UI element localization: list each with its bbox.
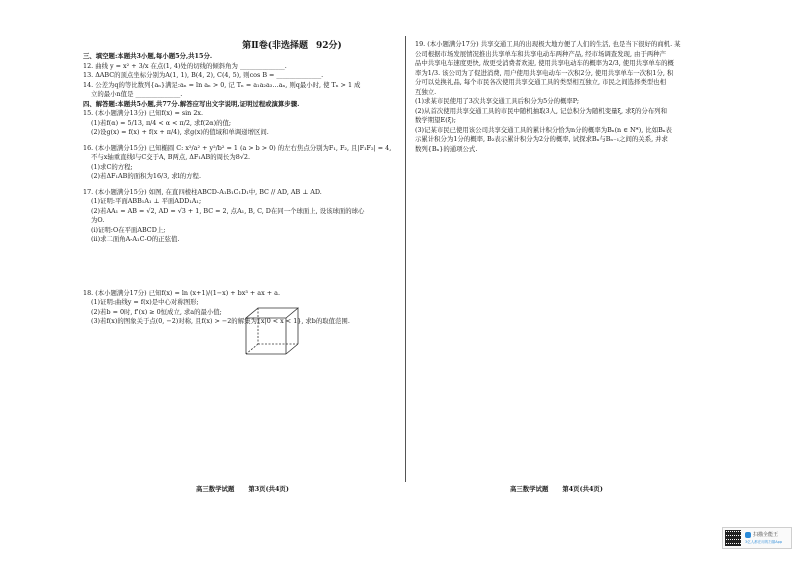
text-line: 为O. [91, 216, 105, 224]
text-line: (ⅱ)求二面角A-A₁C-O的正弦值. [91, 235, 180, 243]
text-line: 四、解答题:本题共5小题,共77分.解答应写出文字说明,证明过程或演算步骤. [83, 99, 300, 108]
text-line: (2)若b = 0时, f'(x) ≥ 0恒成立, 求a的最小值; [91, 307, 222, 316]
text-line: (1)若f(α) = 5/13, π/4 < α < π/2, 求f(2α)的值; [91, 118, 232, 127]
prism-figure [240, 300, 310, 362]
footer-subject: 高三数学试题 [196, 485, 235, 493]
left-page [83, 40, 401, 510]
scanner-watermark [722, 527, 792, 549]
text-line: 立的最小n值是 ______________. [91, 90, 183, 98]
text-line: 15. (本小题满分13分) 已知f(x) = sin 2x. [83, 109, 204, 117]
qr-code-icon [725, 530, 741, 546]
text-line: 互独立. [415, 87, 437, 96]
watermark-brand: 扫描全能王 [753, 532, 779, 538]
left-footer [196, 484, 303, 493]
section-title [183, 40, 401, 52]
text-line: 17. (本小题满分15分) 如图, 在直四棱柱ABCD-A₁B₁C₁D₁中, BC // AD, AB ⊥ AD. [83, 187, 322, 196]
text-line: 率为1/3. 该公司为了促进消费, 用户使用共享电动车一次积2分, 使用共享单车一次积1分, 积 [415, 68, 674, 77]
text-line: 公司根据市场发展情况推出共享单车和共享电动车两种产品, 经市场调查发现, 由于两种产 [415, 49, 666, 58]
text-line: 12. 曲线 y = x² + 3/x 在点(1, 4)处的切线的倾斜角为 ______________. [83, 61, 287, 70]
text-line: 数学期望E(ξ); [415, 116, 456, 124]
text-line: (2)若ΔF₁AB的面积为16/3, 求l的方程. [91, 172, 201, 180]
right-question-list [415, 40, 733, 154]
watermark-sub: 3亿人都在用的扫描App [745, 540, 783, 544]
text-line: (1)证明:曲线y = f(x)是中心对称图形; [91, 298, 199, 306]
text-line: (3)若f(x)的图象关于点(0, −2)对称, 且f(x) > −2的解集为{x|0 < x < 1}, 求b的取值范围. [91, 317, 350, 325]
text-line: 品中共享电车速度更快, 故更受消费者欢迎, 使用共享电动车的概率为2/3, 使用共享单车的概 [415, 59, 674, 67]
text-line: 示累计积分为1分的概率, B₂表示累计积分为2分的概率, 试探求Bₙ与Bₙ₋₁之间的关系, 并求 [415, 135, 668, 143]
text-line [83, 245, 401, 289]
left-question-list [83, 52, 401, 327]
text-line: 14. 公差为q的等比数列{aₙ}满足:aₙ = ln aₙ > 0, 记 Tₙ = a₁a₂a₃…aₙ, 则q最小时, 使 Tₙ > 1 成 [83, 80, 361, 89]
footer-page: 第3页(共4页) [248, 485, 289, 493]
text-line: (2)若AA₁ = AB = √2, AD = √3 + 1, BC = 2, 点A₁, B, C, D在同一个球面上, 设该球面的球心 [91, 206, 365, 215]
right-page [415, 40, 733, 510]
right-footer [510, 484, 617, 493]
text-line: 分可以兑换礼品, 每个市民各次使用共享交通工具的类型相互独立, 市民之间选择类型也相 [415, 78, 666, 86]
text-line: (2)从首次使用共享交通工具的市民中随机抽取3人, 记总积分为随机变量ξ, 求ξ的分布列和 [415, 106, 667, 115]
text-line: (1)求某市民使用了3次共享交通工具后积分为5分的概率P; [415, 97, 580, 105]
text-line: (3)记某市民已使用该公司共享交通工具的累计积分恰为n分的概率为Bₙ(n ∈ N*), 比如Bₙ表 [415, 125, 672, 134]
footer-subject: 高三数学试题 [510, 485, 549, 493]
text-line: 16. (本小题满分15分) 已知椭圆 C: x²/a² + y²/b² = 1 (a > b > 0) 的左右焦点分别为F₁, F₂, 且|F₁F₂| = 4, [83, 143, 392, 152]
text-line: 数列{Bₙ}的通项公式. [415, 144, 478, 153]
text-line: 三、填空题:本题共3小题,每小题5分,共15分. [83, 52, 213, 60]
text-line: (2)设g(x) = f(x) + f(x + π/4), 求g(x)的值域和单调递增区间. [91, 128, 269, 136]
text-line: (ⅰ)证明:O在平面ABCD上; [91, 225, 166, 234]
page-divider [405, 36, 406, 482]
section-title-score: 92分) [316, 41, 342, 51]
footer-page: 第4页(共4页) [562, 485, 603, 493]
text-line: 不与x轴重直线l与C交于A, B两点, ΔF₁AB的周长为8√2. [91, 153, 250, 161]
text-line: 19. (本小题满分17分) 共享交通工具的出现极大地方便了人们的生活, 也是当下很好的商机. 某 [415, 40, 681, 48]
text-line: (1)求C的方程; [91, 162, 133, 171]
section-title-text: 第Ⅱ卷(非选择题 [242, 41, 309, 51]
text-line: 18. (本小题满分17分) 已知f(x) = ln (x+1)/(1−x) + bx³ + ax + a. [83, 288, 280, 297]
app-logo-icon [745, 532, 751, 538]
text-line: 13. ΔABC的顶点坐标分别为A(1, 1), B(4, 2), C(4, 5), 则cos B = ______________. [83, 71, 324, 79]
text-line: (1)证明:平面ABB₁A₁ ⊥ 平面ADD₁A₁; [91, 197, 202, 205]
